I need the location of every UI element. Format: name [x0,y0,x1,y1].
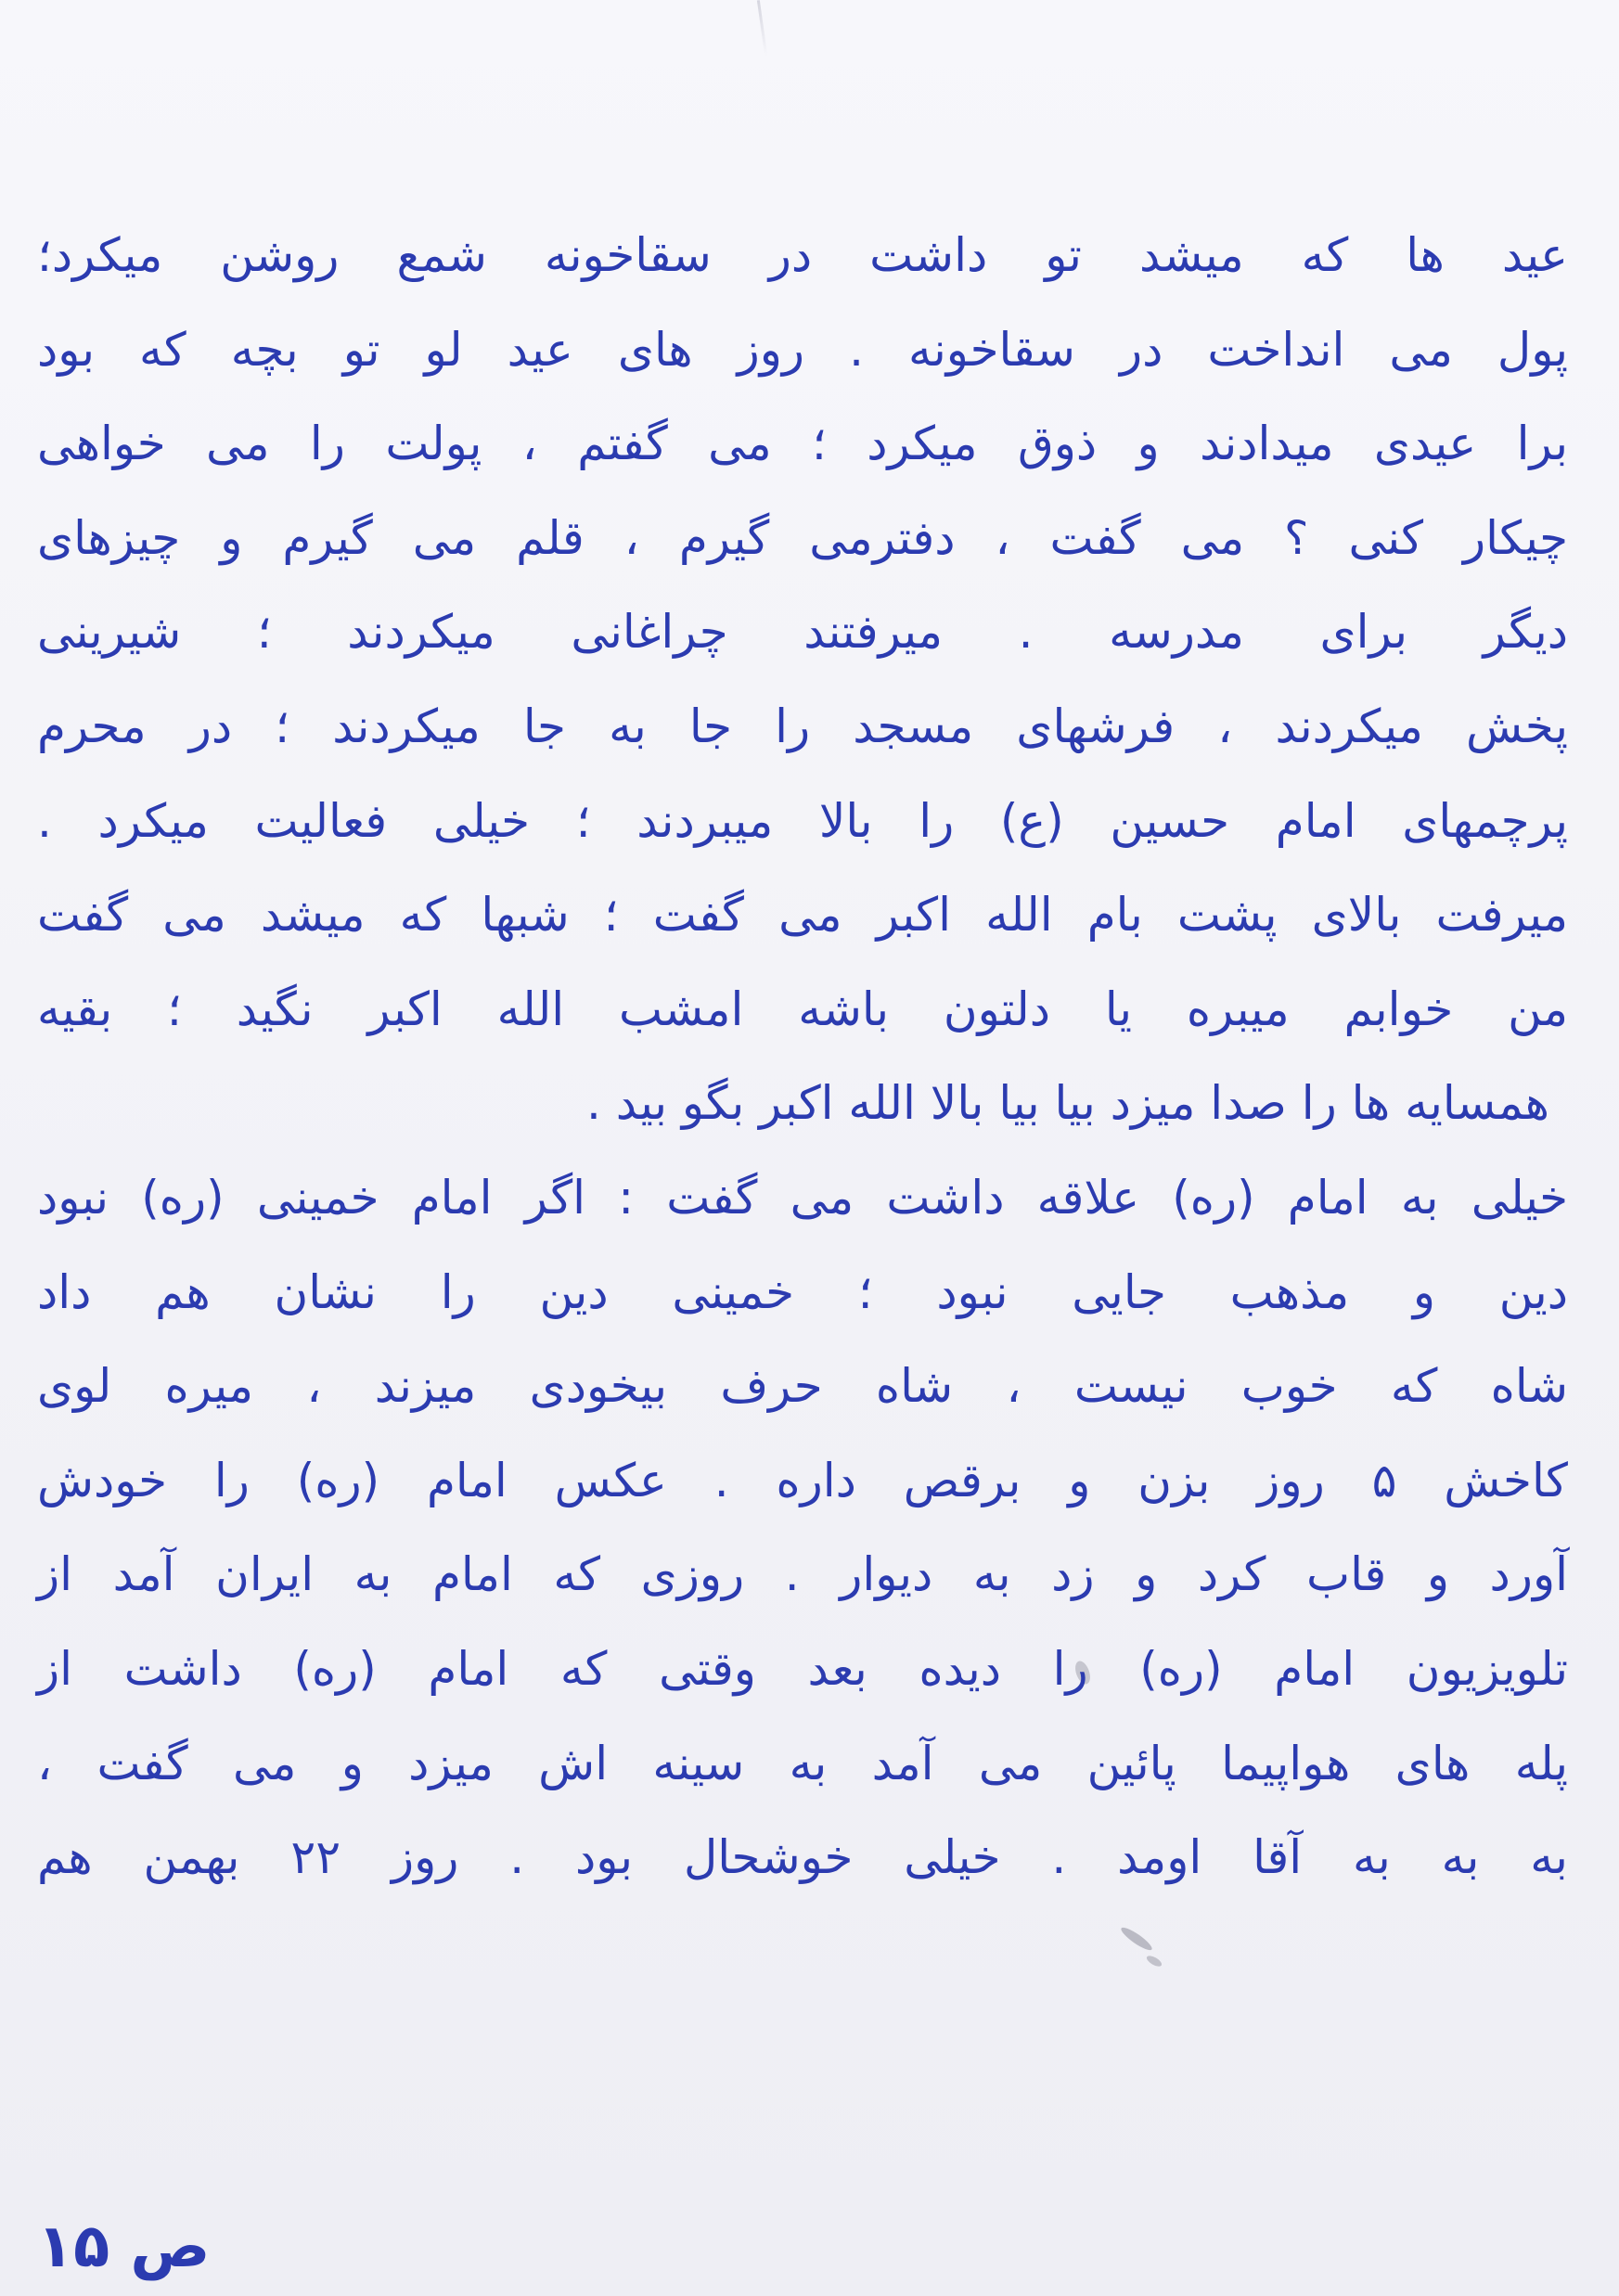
text-line: من خوابم میبره یا دلتون باشه امشب الله اکبر نگید ؛ بقیه [37,981,1568,1036]
text-line: پول می انداخت در سقاخونه . روز های عید لو تو بچه که بود [37,322,1568,377]
handwritten-text [37,209,1568,1905]
text-line: دیگر برای مدرسه . میرفتند چراغانی میکردند ؛ شیرینی [37,605,1568,660]
text-line: کاخش ۵ روز بزن و برقص داره . عکس امام (ره) را خودش [37,1453,1568,1507]
text-line: تلویزیون امام (ره) را دیده بعد وقتی که امام (ره) داشت از [37,1641,1568,1696]
text-line: شاه که خوب نیست ، شاه حرف بیخودی میزند ، میره لوی [37,1359,1568,1414]
text-line: خیلی به امام (ره) علاقه داشت می گفت : اگر امام خمینی (ره) نبود [37,1170,1568,1225]
paper-crease [757,0,767,56]
text-line: دین و مذهب جایی نبود ؛ خمینی دین را نشان هم داد [37,1264,1568,1319]
ink-smudge [1119,1924,1155,1953]
text-line: عید ها که میشد تو داشت در سقاخونه شمع روشن میکرد؛ [37,228,1568,282]
text-line: پرچمهای امام حسین (ع) را بالا میبردند ؛ خیلی فعالیت میکرد . [37,793,1568,848]
text-line: چیکار کنی ؟ می گفت ، دفترمی گیرم ، قلم می گیرم و چیزهای [37,510,1568,565]
page-number: ص ۱۵ [37,2213,211,2281]
text-line: به به به آقا اومد . خیلی خوشحال بود . روز ۲۲ بهمن هم [37,1830,1568,1885]
ink-smudge [1145,1954,1163,1969]
text-line: پله های هواپیما پائین می آمد به سینه اش میزد و می گفت ، [37,1736,1568,1790]
text-line: پخش میکردند ، فرشهای مسجد را جا به جا میکردند ؛ در محرم [37,699,1568,753]
text-line: آورد و قاب کرد و زد به دیوار . روزی که امام به ایران آمد از [37,1547,1568,1602]
text-line: میرفت بالای پشت بام الله اکبر می گفت ؛ شبها که میشد می گفت [37,888,1568,943]
text-line: برا عیدی میدادند و ذوق میکرد ؛ می گفتم ، پولت را می خواهی [37,417,1568,471]
text-line: همسایه ها را صدا میزد بیا بیا بالا الله اکبر بگو بید . [585,1076,1549,1131]
